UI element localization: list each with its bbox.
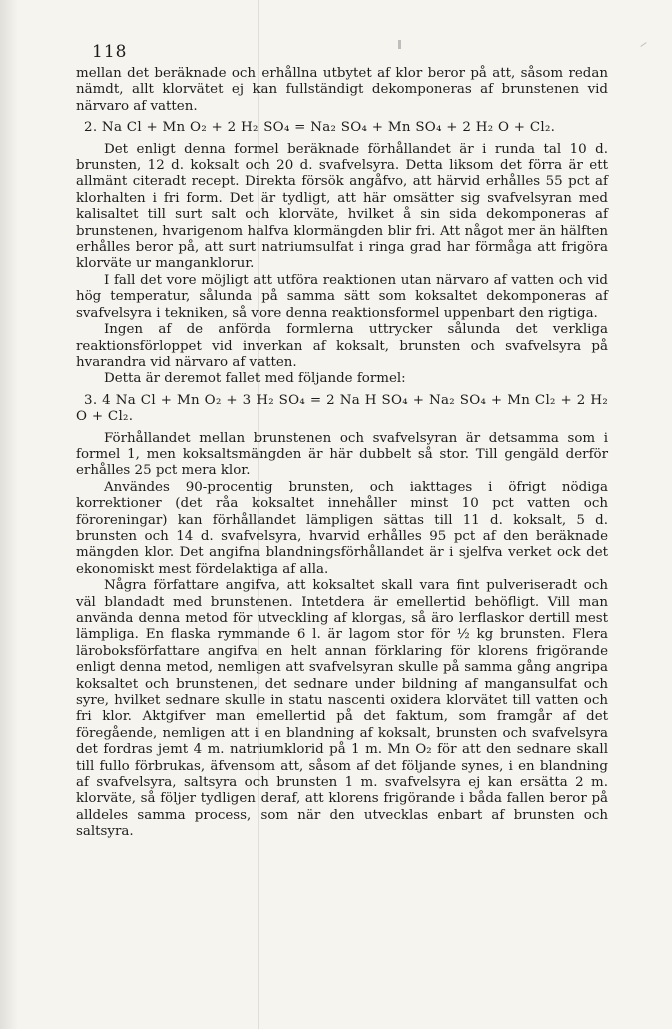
- body-text: [76, 66, 608, 841]
- paragraph: Förhållandet mellan brunstenen och svafvelsyran är detsamma som i formel 1, men koksaltsmängden är här dubbelt så stor. Till gengäld derför erhålles 25 pct mera klor.: [76, 430, 608, 479]
- page-number: 118: [92, 42, 128, 62]
- chemical-formula-2: 2. Na Cl + Mn O₂ + 2 H₂ SO₄ = Na₂ SO₄ + Mn SO₄ + 2 H₂ O + Cl₂.: [84, 120, 556, 136]
- chemical-formula-3: 3. 4 Na Cl + Mn O₂ + 3 H₂ SO₄ = 2 Na H SO₄ + Na₂ SO₄ + Mn Cl₂ + 2 H₂ O + Cl₂.: [76, 392, 608, 425]
- paragraph: Det enligt denna formel beräknade förhållandet är i runda tal 10 d. brunsten, 12 d. koksalt och 20 d. svafvelsyra. Detta liksom det förra är ett allmänt citeradt recept. Direkta försök angåfvo, att härvid erhålles 55 pct af klorhalten i fri form. Det är tydligt, att här omsätter sig svafvelsyran med kalisaltet till surt salt och klorväte, hvilket å sin sida dekomponeras af brunstenen, hvarigenom halfva klormängden blir fri. Att något mer än hälften erhålles beror på, att surt natriumsulfat i ringa grad har förmåga att frigöra klorväte ur manganklorur.: [76, 141, 608, 272]
- paragraph: I fall det vore möjligt att utföra reaktionen utan närvaro af vatten och vid hög temperatur, sålunda på samma sätt som koksaltet dekomponeras af svafvelsyra i tekniken, så vore denna reaktionsformel uppenbart den rigtiga.: [76, 272, 608, 321]
- paragraph: Ingen af de anförda formlerna uttrycker sålunda det verkliga reaktionsförloppet vid inverkan af koksalt, brunsten och svafvelsyra på hvarandra vid närvaro af vatten.: [76, 322, 608, 370]
- page-edge-shadow: [0, 0, 18, 1029]
- paragraph: Några författare angifva, att koksaltet skall vara fint pulveriseradt och väl blandadt med brunstenen. Intetdera är emellertid behöfligt. Vill man använda denna metod för utveckling af klorgas, så äro lerflaskor dertill mest lämpliga. En flaska rymmande 6 l. är lagom stor för ½ kg brunsten. Flera läroboksförfattare angifva en helt annan förklaring för klorens frigörande enligt denna metod, nemligen att svafvelsyran skulle på samma gång angripa koksaltet och brunstenen, det sednare under bildning af mangansulfat och syre, hvilket sednare skulle in statu nascenti oxidera klorvätet till vatten och fri klor. Aktgifver man emellertid på det faktum, som framgår af det föregående, nemligen att i en blandning af koksalt, brunsten och svafvelsyra det fordras jemt 4 m. natriumklorid på 1 m. Mn O₂ för att den sednare skall till fullo förbrukas, äfvensom att, såsom af det följande synes, i en blandning af svafvelsyra, saltsyra och brunsten 1 m. svafvelsyra ej kan ersätta 2 m. klorväte, så följer tydligen deraf, att klorens frigörande i båda fallen beror på alldeles samma process, som när den utvecklas enbart af brunsten och saltsyra.: [76, 578, 608, 840]
- scan-speck: [640, 42, 646, 47]
- paragraph: Användes 90-procentig brunsten, och iakttages i öfrigt nödiga korrektioner (det råa koksaltet innehåller minst 10 pct vatten och föroreningar) kan förhållandet lämpligen sättas till 11 d. koksalt, 5 d. brunsten och 14 d. svafvelsyra, hvarvid erhålles 95 pct af den beräknade mängden klor. Det angifna blandningsförhållandet är i sjelfva verket ock det ekonomiskt mest fördelaktiga af alla.: [76, 479, 608, 577]
- paragraph: Detta är deremot fallet med följande formel:: [104, 371, 406, 387]
- scan-speck: [398, 40, 401, 49]
- paragraph: mellan det beräknade och erhållna utbytet af klor beror på att, såsom redan nämdt, allt klorvätet ej kan fullständigt dekomponeras af brunstenen vid närvaro af vatten.: [76, 66, 608, 114]
